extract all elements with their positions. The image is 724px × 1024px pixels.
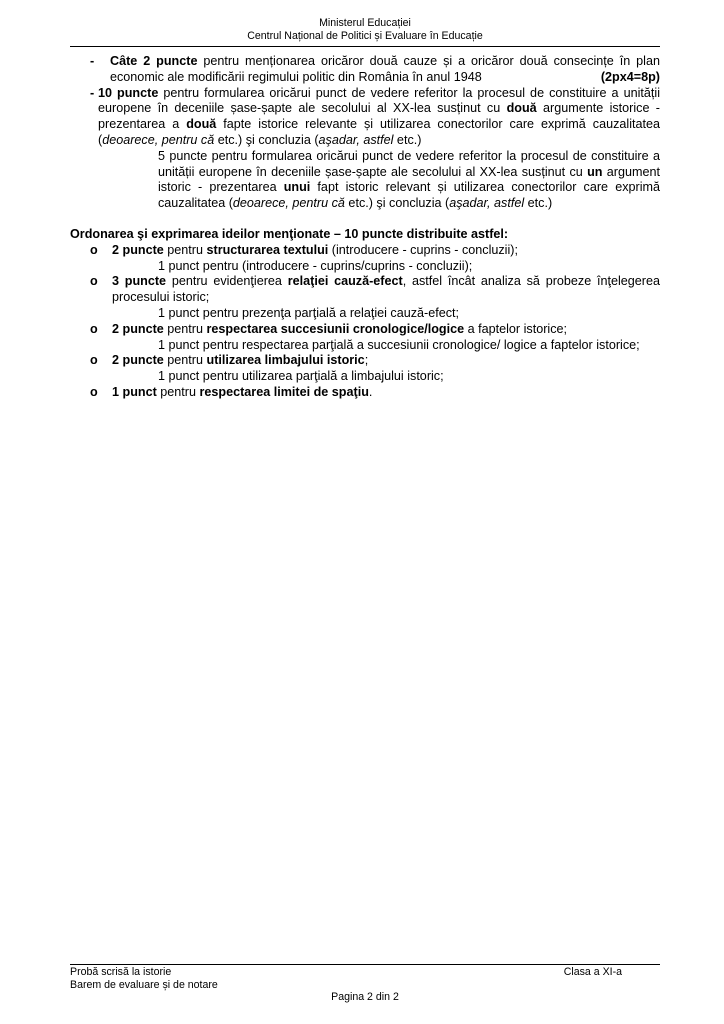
section-item-1-partial: 1 punct pentru (introducere - cuprins/cuprins - concluzii); — [158, 258, 473, 273]
header-ministry: Ministerul Educației — [319, 17, 411, 29]
criterion-text: pentru evidenţierea — [166, 274, 288, 289]
page-number: Pagina 2 din 2 — [331, 991, 399, 1003]
page-footer — [70, 966, 660, 992]
section-item-3-partial: 1 punct pentru respectarea parţială a succesiunii cronologice/ logice a faptelor istorice; — [158, 337, 640, 352]
criterion-text: etc.) şi concluzia ( — [214, 132, 319, 147]
section-item-1 — [70, 243, 660, 259]
criterion-text: . — [368, 384, 373, 399]
emphasis: relaţiei cauză-efect — [287, 274, 403, 289]
criterion-text: pentru formularea oricărui punct de vedere referitor la procesul de constituire a unității europene în deceniile șase-șapte ale secolului al XX-lea susținut cu — [98, 85, 660, 116]
score-formula: (2px4=8p) — [600, 69, 660, 84]
criterion-text: pentru menționarea oricăror două cauze și a oricăror două consecințe în plan economic ale modificării regimului politic din România în anul 1948 — [110, 54, 660, 84]
bullet-circle: o — [90, 321, 98, 336]
points-label: 1 punct — [112, 384, 157, 399]
criterion-text: pentru — [156, 384, 200, 399]
footer-divider — [70, 964, 660, 965]
footer-class: Clasa a XI-a — [563, 966, 622, 978]
conclusion-examples: aşadar, astfel — [449, 196, 525, 211]
emphasis: respectarea limitei de spaţiu — [199, 384, 369, 399]
emphasis: un — [587, 164, 603, 179]
criterion-item-2 — [70, 86, 660, 149]
section-item-4-partial: 1 punct pentru utilizarea parţială a limbajului istoric; — [158, 369, 444, 384]
criterion-text: etc.) şi concluzia ( — [344, 196, 450, 211]
points-label: 3 puncte — [112, 274, 167, 289]
criterion-text: , astfel încât analiza să probeze înţelegerea procesului istoric; — [112, 274, 660, 305]
criterion-text: etc.) — [393, 132, 422, 147]
points-label: 2 puncte — [112, 242, 164, 257]
bullet-dash: - — [90, 85, 95, 100]
criterion-text: pentru — [163, 321, 207, 336]
criterion-text: a faptelor istorice; — [464, 321, 567, 336]
section-item-5 — [70, 385, 660, 401]
bullet-circle: o — [90, 242, 98, 257]
footer-doc-type: Barem de evaluare și de notare — [70, 979, 218, 991]
criterion-text: (introducere - cuprins - concluzii); — [328, 242, 518, 257]
criterion-text: fapte istorice relevante și utilizarea conectorilor care exprimă cauzalitatea ( — [98, 117, 660, 147]
conclusion-examples: aşadar, astfel — [318, 132, 394, 147]
criterion-text: 5 puncte pentru formularea oricărui punct de vedere referitor la procesul de constituire a unității europene în deceniile șase-șapte ale secolului al XX-lea susținut cu — [158, 148, 660, 179]
points-label: 2 puncte — [112, 321, 164, 336]
criterion-text: argumente istorice - prezentarea a — [98, 101, 660, 132]
emphasis: utilizarea limbajului istoric — [206, 353, 365, 368]
page-header — [70, 17, 660, 43]
section-item-3 — [70, 322, 660, 338]
section-item-2 — [70, 274, 660, 306]
bullet-dash: - — [90, 54, 95, 68]
points-label: Câte 2 puncte — [110, 54, 198, 68]
emphasis: respectarea succesiunii cronologice/logice — [206, 321, 465, 336]
criterion-text: ; — [364, 353, 369, 368]
section-item-2-partial: 1 punct pentru prezenţa parţială a relaţiei cauză-efect; — [158, 305, 460, 320]
points-label: 2 puncte — [112, 353, 164, 368]
emphasis: unui — [283, 180, 311, 195]
criterion-text: etc.) — [524, 196, 553, 211]
header-center: Centrul Național de Politici și Evaluare în Educație — [247, 30, 483, 42]
bullet-circle: o — [90, 274, 98, 289]
section-item-4 — [70, 353, 660, 369]
emphasis: două — [506, 101, 537, 116]
criterion-item-2-partial — [70, 149, 660, 212]
bullet-circle: o — [90, 353, 98, 368]
connector-examples: deoarece, pentru că — [232, 196, 345, 211]
criterion-text: pentru — [163, 242, 207, 257]
bullet-circle: o — [90, 384, 98, 399]
points-label: 10 puncte — [98, 85, 159, 100]
criterion-item-1 — [70, 54, 660, 86]
connector-examples: deoarece, pentru că — [102, 132, 215, 147]
document-body — [70, 54, 660, 401]
criterion-text: pentru — [163, 353, 207, 368]
section-title: Ordonarea şi exprimarea ideilor menţionate – 10 puncte distribuite astfel: — [70, 226, 509, 241]
header-divider — [70, 46, 660, 47]
criterion-text: argument istoric - prezentarea — [158, 164, 661, 195]
emphasis: structurarea textului — [206, 242, 329, 257]
emphasis: două — [186, 117, 217, 132]
footer-exam-name: Probă scrisă la istorie — [70, 966, 172, 978]
criterion-text: fapt istoric relevant și utilizarea conectorilor care exprimă cauzalitatea ( — [158, 180, 660, 211]
